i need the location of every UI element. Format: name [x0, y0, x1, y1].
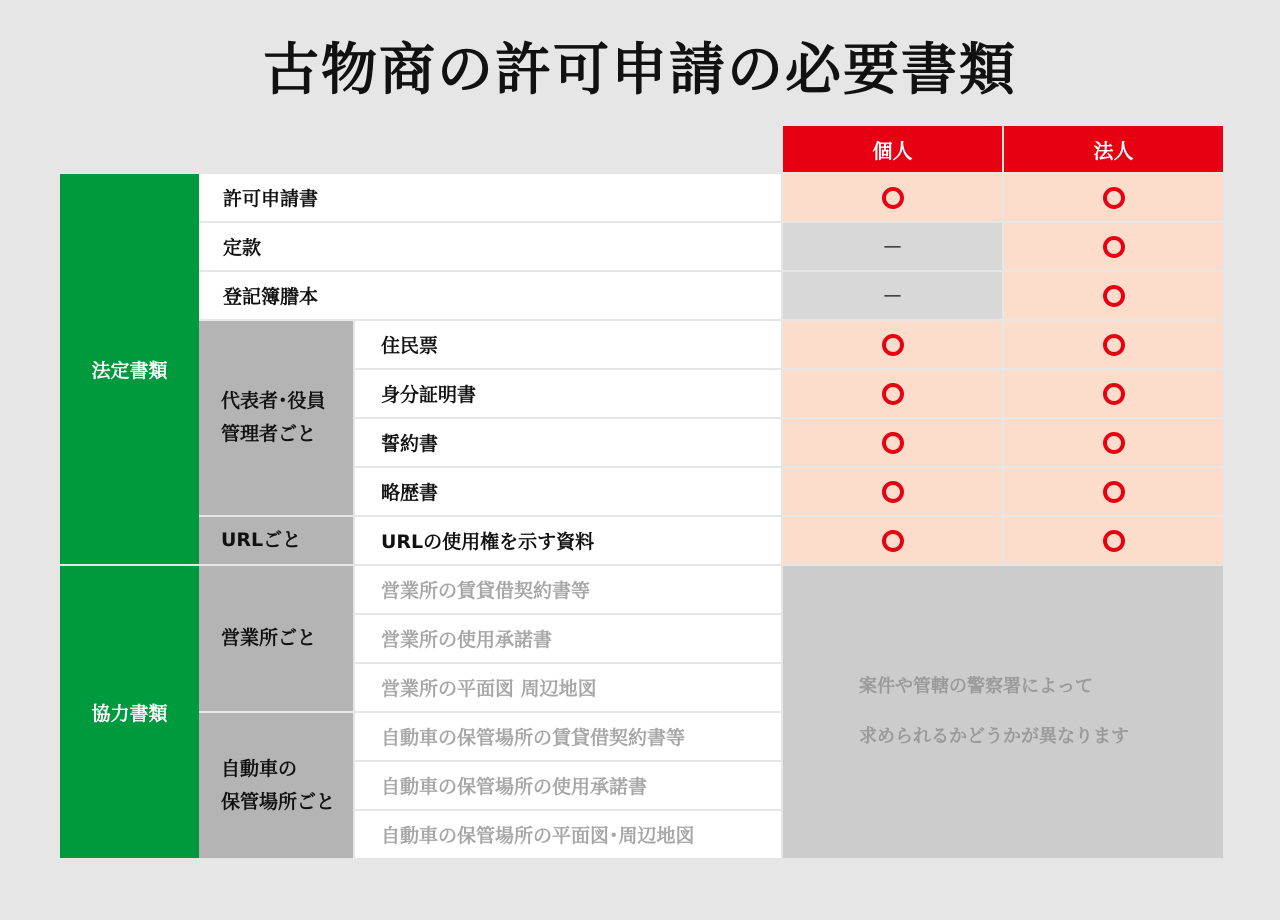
row-label-parking-consent: 自動車の保管場所の使用承諾書 — [355, 762, 781, 809]
red-circle-icon — [1103, 530, 1125, 552]
dash-mark: — — [783, 223, 1002, 270]
group-url: URLごと — [199, 517, 353, 564]
mark-cell — [1004, 517, 1223, 564]
row-label-parking-lease: 自動車の保管場所の賃貸借契約書等 — [355, 713, 781, 760]
mark-cell — [783, 517, 1002, 564]
red-circle-icon — [882, 481, 904, 503]
mark-cell — [1004, 223, 1223, 270]
mark-cell — [1004, 419, 1223, 466]
mark-cell — [1004, 370, 1223, 417]
group-parking-line2: 保管場所ごと — [221, 790, 336, 813]
mark-cell — [783, 321, 1002, 368]
mark-cell — [783, 370, 1002, 417]
group-officers-line2: 管理者ごと — [221, 423, 317, 445]
header-corporation: 法人 — [1004, 126, 1223, 172]
row-label-articles: 定款 — [199, 223, 781, 270]
row-label-pledge: 誓約書 — [355, 419, 781, 466]
red-circle-icon — [882, 383, 904, 405]
mark-cell — [783, 468, 1002, 515]
documents-table — [60, 126, 1220, 860]
row-label-identity: 身分証明書 — [355, 370, 781, 417]
mark-cell — [1004, 321, 1223, 368]
dash-mark: — — [783, 272, 1002, 319]
row-label-residence: 住民票 — [355, 321, 781, 368]
mark-cell — [1004, 272, 1223, 319]
group-parking — [199, 713, 353, 858]
row-label-office-lease: 営業所の賃貸借契約書等 — [355, 566, 781, 613]
page-title: 古物商の許可申請の必要書類 — [263, 38, 1017, 103]
category-legal: 法定書類 — [60, 174, 199, 564]
red-circle-icon — [1103, 334, 1125, 356]
row-label-parking-map: 自動車の保管場所の平面図･周辺地図 — [355, 811, 781, 858]
red-circle-icon — [882, 187, 904, 209]
red-circle-icon — [1103, 432, 1125, 454]
header-individual: 個人 — [783, 126, 1002, 172]
red-circle-icon — [1103, 383, 1125, 405]
group-officers-line1: 代表者･役員 — [221, 390, 326, 412]
red-circle-icon — [1103, 187, 1125, 209]
mark-cell — [783, 174, 1002, 221]
row-label-resume: 略歴書 — [355, 468, 781, 515]
category-cooperative: 協力書類 — [60, 566, 199, 858]
mark-cell — [783, 419, 1002, 466]
group-office: 営業所ごと — [199, 566, 353, 711]
red-circle-icon — [882, 334, 904, 356]
row-label-application: 許可申請書 — [199, 174, 781, 221]
red-circle-icon — [1103, 481, 1125, 503]
red-circle-icon — [882, 530, 904, 552]
note-line2: 求められるかどうかが異なります — [859, 726, 1129, 747]
cooperative-note — [783, 566, 1223, 858]
row-label-office-consent: 営業所の使用承諾書 — [355, 615, 781, 662]
row-label-url-rights: URLの使用権を示す資料 — [355, 517, 781, 564]
group-officers — [199, 321, 353, 515]
red-circle-icon — [1103, 285, 1125, 307]
red-circle-icon — [1103, 236, 1125, 258]
note-line1: 案件や管轄の警察署によって — [859, 676, 1093, 697]
group-parking-line1: 自動車の — [221, 757, 298, 780]
red-circle-icon — [882, 432, 904, 454]
row-label-registry: 登記簿謄本 — [199, 272, 781, 319]
mark-cell — [1004, 174, 1223, 221]
mark-cell — [1004, 468, 1223, 515]
row-label-office-map: 営業所の平面図 周辺地図 — [355, 664, 781, 711]
